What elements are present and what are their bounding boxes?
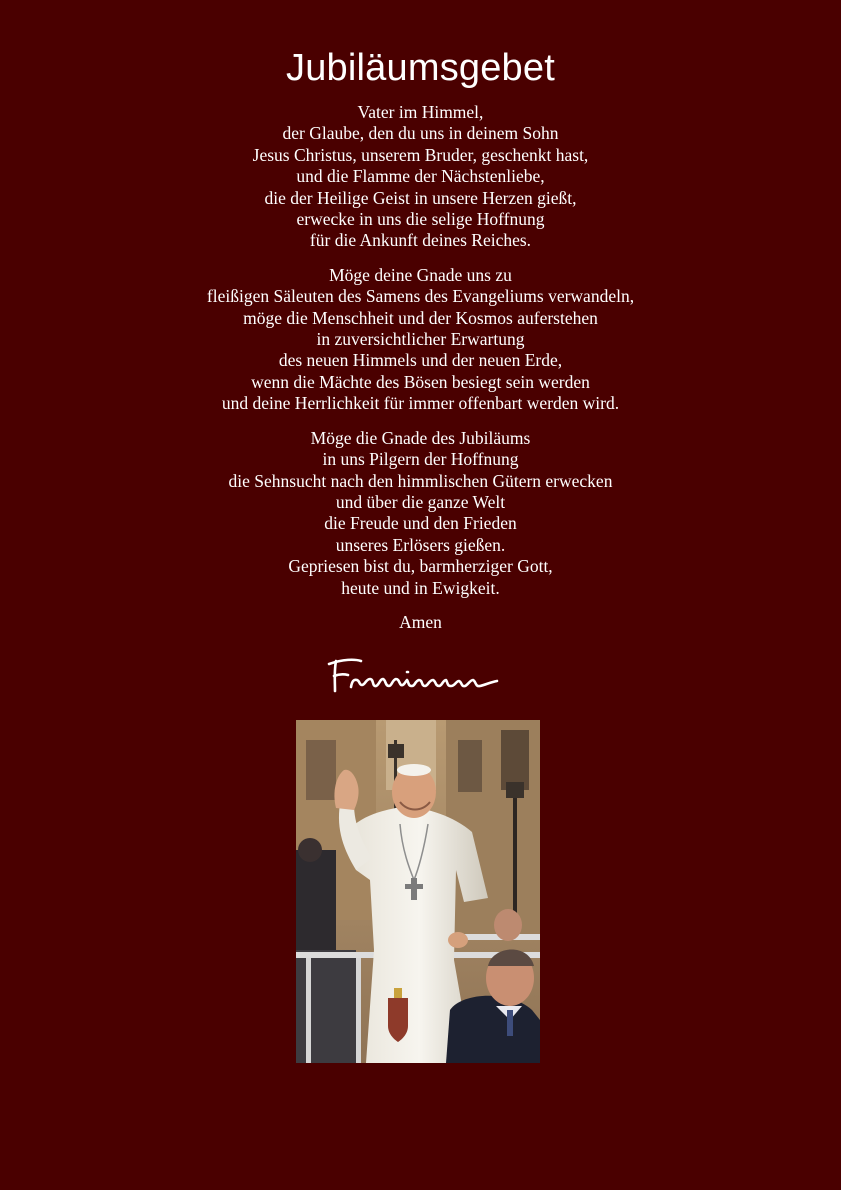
amen-text: Amen — [399, 611, 442, 632]
prayer-line: in zuversichtlicher Erwartung — [316, 329, 525, 350]
prayer-line: für die Ankunft deines Reiches. — [309, 230, 532, 251]
prayer-line: Möge deine Gnade uns zu — [329, 264, 512, 285]
prayer-line: und die Flamme der Nächstenliebe, — [296, 166, 545, 187]
prayer-line: unseres Erlösers gießen. — [335, 534, 506, 555]
stanza-3 — [0, 428, 841, 599]
prayer-line: in uns Pilgern der Hoffnung — [322, 449, 519, 470]
prayer-line: erwecke in uns die selige Hoffnung — [296, 209, 545, 230]
prayer-line: die Freude und den Frieden — [324, 513, 517, 534]
prayer-line: die der Heilige Geist in unsere Herzen gießt, — [264, 187, 577, 208]
prayer-line: fleißigen Säleuten des Samens des Evangeliums verwandeln, — [206, 286, 635, 307]
prayer-line: Gepriesen bist du, barmherziger Gott, — [288, 556, 553, 577]
prayer-line: möge die Menschheit und der Kosmos auferstehen — [243, 307, 598, 328]
prayer-line: Jesus Christus, unserem Bruder, geschenkt hast, — [252, 144, 589, 165]
stanza-1 — [0, 102, 841, 252]
prayer-line: der Glaube, den du uns in deinem Sohn — [282, 123, 559, 144]
prayer-line: die Sehnsucht nach den himmlischen Gütern erwecken — [228, 470, 613, 491]
prayer-line: Vater im Himmel, — [357, 102, 484, 122]
prayer-line: und deine Herrlichkeit für immer offenbart werden wird. — [221, 393, 620, 414]
pope-photo — [296, 720, 540, 1063]
page-title: Jubiläumsgebet — [286, 47, 555, 89]
prayer-line: heute und in Ewigkeit. — [341, 577, 500, 598]
prayer-line: Möge die Gnade des Jubiläums — [310, 427, 531, 448]
prayer-text — [0, 102, 841, 633]
stanza-2 — [0, 265, 841, 415]
prayer-line: wenn die Mächte des Bösen besiegt sein werden — [251, 371, 590, 392]
signature-image — [325, 655, 515, 697]
prayer-line: des neuen Himmels und der neuen Erde, — [278, 350, 563, 371]
prayer-line: und über die ganze Welt — [335, 491, 506, 512]
